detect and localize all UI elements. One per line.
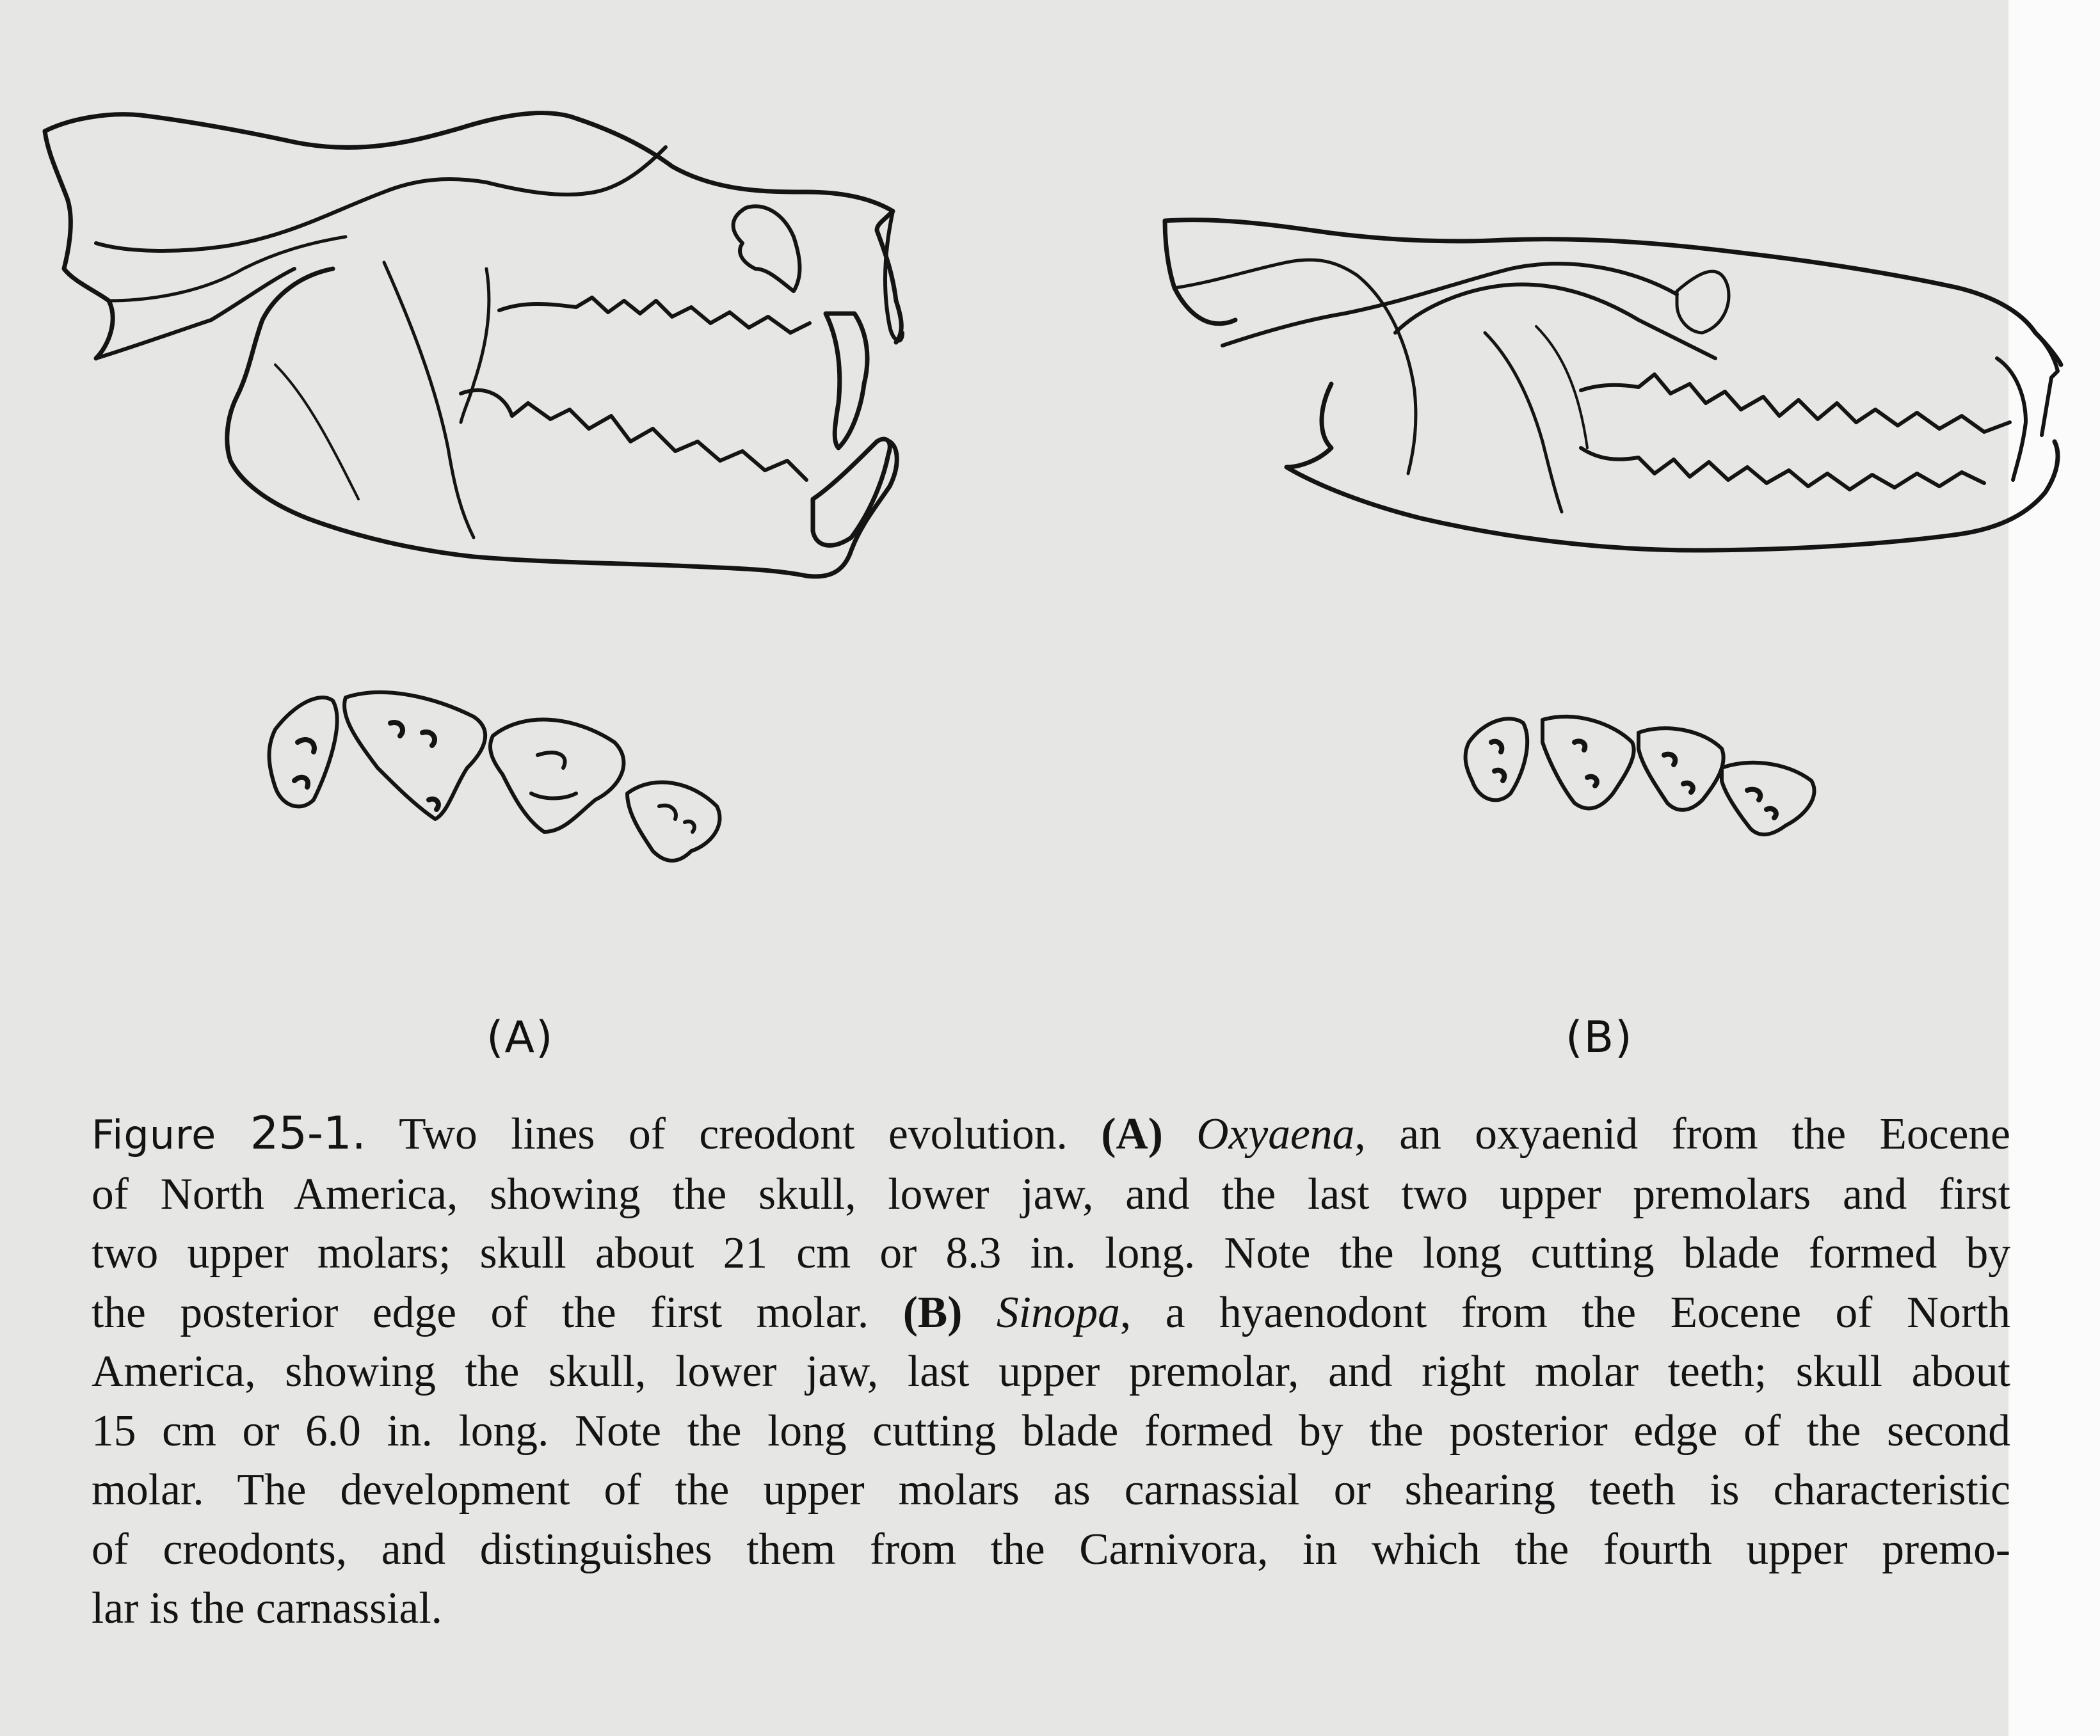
caption-marker-b: (B)	[902, 1287, 963, 1337]
caption-line-2: of North America, showing the skull, lower jaw, and the last two upper premolars and first	[92, 1169, 2010, 1219]
caption-marker-a: (A)	[1101, 1110, 1163, 1159]
panel-label-b: (B)	[1566, 1012, 1633, 1063]
oxyaena-teeth-drawing	[269, 692, 720, 861]
caption-line-5: America, showing the skull, lower jaw, last upper premolar, and right molar teeth; skull about	[92, 1347, 2010, 1396]
figure-caption	[92, 1104, 2010, 1639]
caption-line-8: of creodonts, and distinguishes them from the Carnivora, in which the fourth upper premo-	[92, 1524, 2010, 1574]
caption-genus-a: Oxyaena	[1196, 1110, 1355, 1159]
caption-line-4	[92, 1284, 2010, 1343]
caption-line-6: 15 cm or 6.0 in. long. Note the long cutting blade formed by the posterior edge of the second	[92, 1406, 2010, 1456]
caption-line-4-pre: the posterior edge of the first molar.	[92, 1287, 869, 1337]
caption-line-7: molar. The development of the upper molars as carnassial or shearing teeth is characteristic	[92, 1465, 2010, 1515]
caption-intro: Two lines of creodont evolution.	[399, 1110, 1068, 1159]
caption-line-1	[92, 1104, 2010, 1165]
caption-line-4-post: , a hyaenodont from the Eocene of North	[1119, 1287, 2011, 1337]
panel-label-a: (A)	[486, 1012, 554, 1063]
sinopa-teeth-drawing	[1466, 717, 1815, 834]
oxyaena-skull-drawing	[45, 113, 902, 577]
figure-label: Figure	[92, 1111, 217, 1158]
caption-a-text: , an oxyaenid from the Eocene	[1354, 1110, 2011, 1159]
caption-line-3: two upper molars; skull about 21 cm or 8.3 in. long. Note the long cutting blade formed by	[92, 1229, 2010, 1278]
caption-genus-b: Sinopa	[996, 1287, 1120, 1337]
caption-line-9: lar is the carnassial.	[92, 1584, 443, 1633]
sinopa-skull-drawing	[1165, 220, 2061, 550]
figure-number: 25-1.	[250, 1107, 366, 1159]
